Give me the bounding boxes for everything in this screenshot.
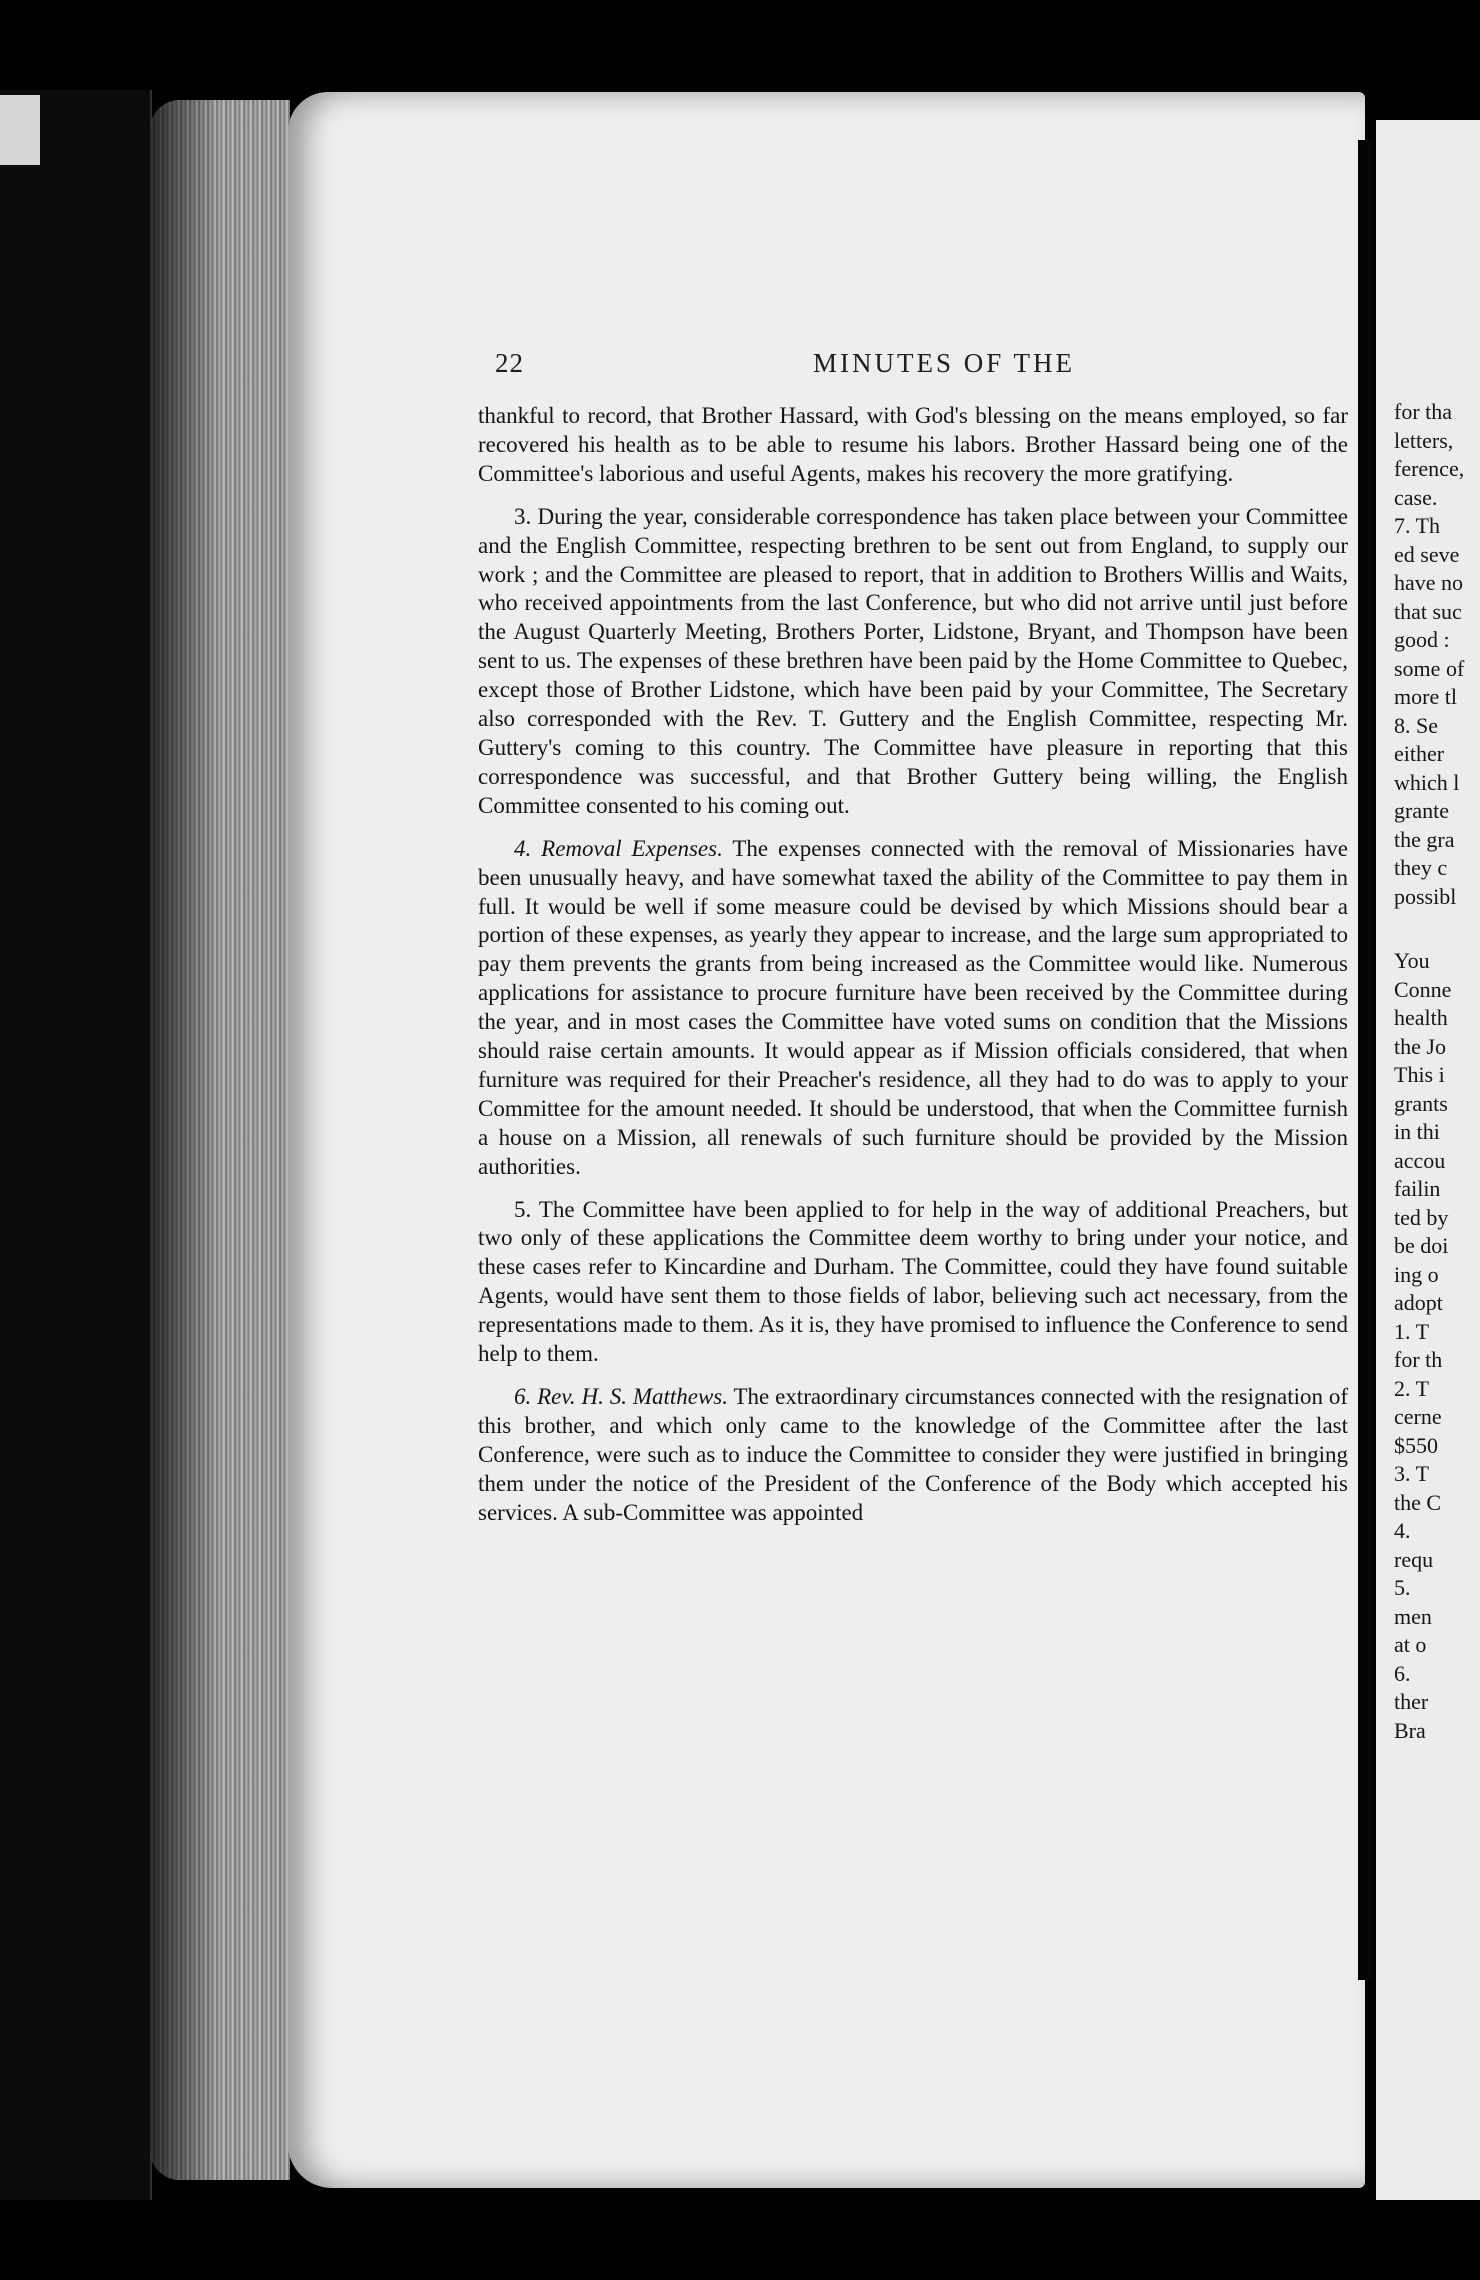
paragraph-6-text: The extraordinary circumstances connected with the resignation of this brother, and which only came to the knowledge of the Committee after the last Conference, were such as to induce the Committee to consider they were justified in bringing them under the notice of the President of the Conference of the Body which accepted his services. A sub-Committee was appointed (478, 1384, 1348, 1525)
right-line: that suc (1394, 598, 1462, 624)
right-line: health (1394, 1005, 1448, 1030)
book-cover (0, 90, 152, 2200)
book-gutter (1358, 140, 1372, 1980)
page-header (495, 348, 1345, 388)
right-line: 7. Th (1394, 513, 1441, 538)
paragraph-3: 3. During the year, considerable correspondence has taken place between your Committee and the English Committee, respecting brethren to be sent out from England, to supply our work ; and the Committee are pleased to report, that in addition to Brothers Willis and Waits, who received appointments from the last Conference, but who did not arrive until just before the August Quarterly Meeting, Brothers Porter, Lidstone, Bryant, and Thompson have been sent to us. The expenses of these brethren have been paid by the Home Committee to Quebec, except those of Brother Lidstone, which have been paid by your Committee, The Secretary also corresponded with the Rev. T. Guttery and the English Committee, respecting Mr. Guttery's coming to this country. The Committee have pleasure in reporting that this correspondence was successful, and that Brother Guttery being willing, the English Committee consented to his coming out. (478, 503, 1348, 818)
right-line: at o (1394, 1632, 1427, 1657)
right-line: 4. (1394, 1518, 1411, 1543)
right-line: This i (1394, 1062, 1445, 1087)
right-line: ed seve (1394, 541, 1460, 567)
right-line: have no (1394, 570, 1464, 595)
right-line: 8. Se (1394, 712, 1438, 738)
right-line: the Jo (1394, 1033, 1446, 1059)
right-line: You (1394, 948, 1430, 973)
paragraph-5: 5. The Committee have been applied to for help in the way of additional Preachers, but two only of these applications the Committee deem worthy to bring under your notice, and these cases refer to Kincardine and Durham. The Committee, could they have found suitable Agents, would have sent them to those fields of labor, believing such act necessary, from the representations made to them. As it is, they have promised to influence the Conference to send help to them. (478, 1196, 1348, 1367)
page-body (478, 402, 1348, 1542)
right-line: for th (1394, 1347, 1443, 1372)
right-line: 1. T (1394, 1318, 1430, 1344)
right-line: case. (1394, 484, 1438, 510)
right-line: requ (1394, 1546, 1434, 1572)
right-line: 2. T (1394, 1375, 1430, 1401)
paragraph-4-heading: 4. Removal Expenses. (514, 835, 723, 861)
right-line: which l (1394, 769, 1460, 795)
right-line: adopt (1394, 1290, 1443, 1315)
running-title: MINUTES OF THE (813, 348, 1076, 378)
paragraph-4 (478, 835, 1348, 1182)
right-line: cerne (1394, 1404, 1442, 1429)
page-edges-shadow (150, 100, 220, 2180)
right-line: 3. T (1394, 1461, 1430, 1486)
right-line: more tl (1394, 684, 1457, 709)
right-line: either (1394, 741, 1445, 766)
right-page-text (1394, 398, 1480, 1745)
paragraph-6-heading: 6. Rev. H. S. Matthews. (514, 1384, 729, 1409)
right-line: the C (1394, 1489, 1442, 1515)
right-line: 5. (1394, 1575, 1411, 1600)
right-line: some of (1394, 655, 1465, 681)
right-line: Conne (1394, 976, 1452, 1002)
right-line: grante (1394, 798, 1449, 823)
right-line: they c (1394, 855, 1448, 880)
right-line: men (1394, 1603, 1432, 1629)
right-line: accou (1394, 1147, 1446, 1173)
paragraph-continuation: thankful to record, that Brother Hassard, with God's blessing on the means employed, so far recovered his health as to be able to resume his labors. Brother Hassard being one of the Committee's laborious and useful Agents, makes his recovery the more gratifying. (478, 403, 1348, 486)
right-line: letters, (1394, 427, 1454, 453)
right-line: $550 (1394, 1432, 1438, 1458)
page-number: 22 (495, 348, 524, 378)
right-line: grants (1394, 1090, 1448, 1116)
right-line: ing o (1394, 1261, 1439, 1287)
right-gap (1394, 911, 1480, 947)
right-line: 6. (1394, 1660, 1411, 1686)
cover-flap (0, 95, 40, 165)
right-line: be doi (1394, 1233, 1449, 1258)
right-line: possibl (1394, 883, 1457, 909)
right-line: failin (1394, 1176, 1441, 1201)
right-line: ference, (1394, 456, 1465, 481)
right-line: ther (1394, 1689, 1429, 1714)
right-line: the gra (1394, 826, 1455, 852)
paragraph-6 (478, 1383, 1348, 1528)
right-line: Bra (1394, 1717, 1426, 1743)
right-line: good : (1394, 627, 1450, 652)
right-line: for tha (1394, 399, 1453, 424)
right-line: ted by (1394, 1204, 1449, 1230)
right-line: in thi (1394, 1119, 1440, 1144)
paragraph-4-text: The expenses connected with the removal of Missionaries have been unusually heavy, and have somewhat taxed the ability of the Committee to pay them in full. It would be well if some measure could be devised by which Missions should bear a portion of these expenses, as yearly they appear to increase, and the large sum appropriated to pay them prevents the grants from being increased as the Committee would like. Numerous applications for assistance to procure furniture have been received by the Committee during the year, and in most cases the Committee have voted sums on condition that the Missions should raise certain amounts. It would appear as if Mission officials considered, that when furniture was required for their Preacher's residence, all they had to do was to apply to your Committee for the amount needed. It should be understood, that when the Committee furnish a house on a Mission, all renewals of such furniture should be provided by the Mission authorities. (478, 835, 1348, 1179)
